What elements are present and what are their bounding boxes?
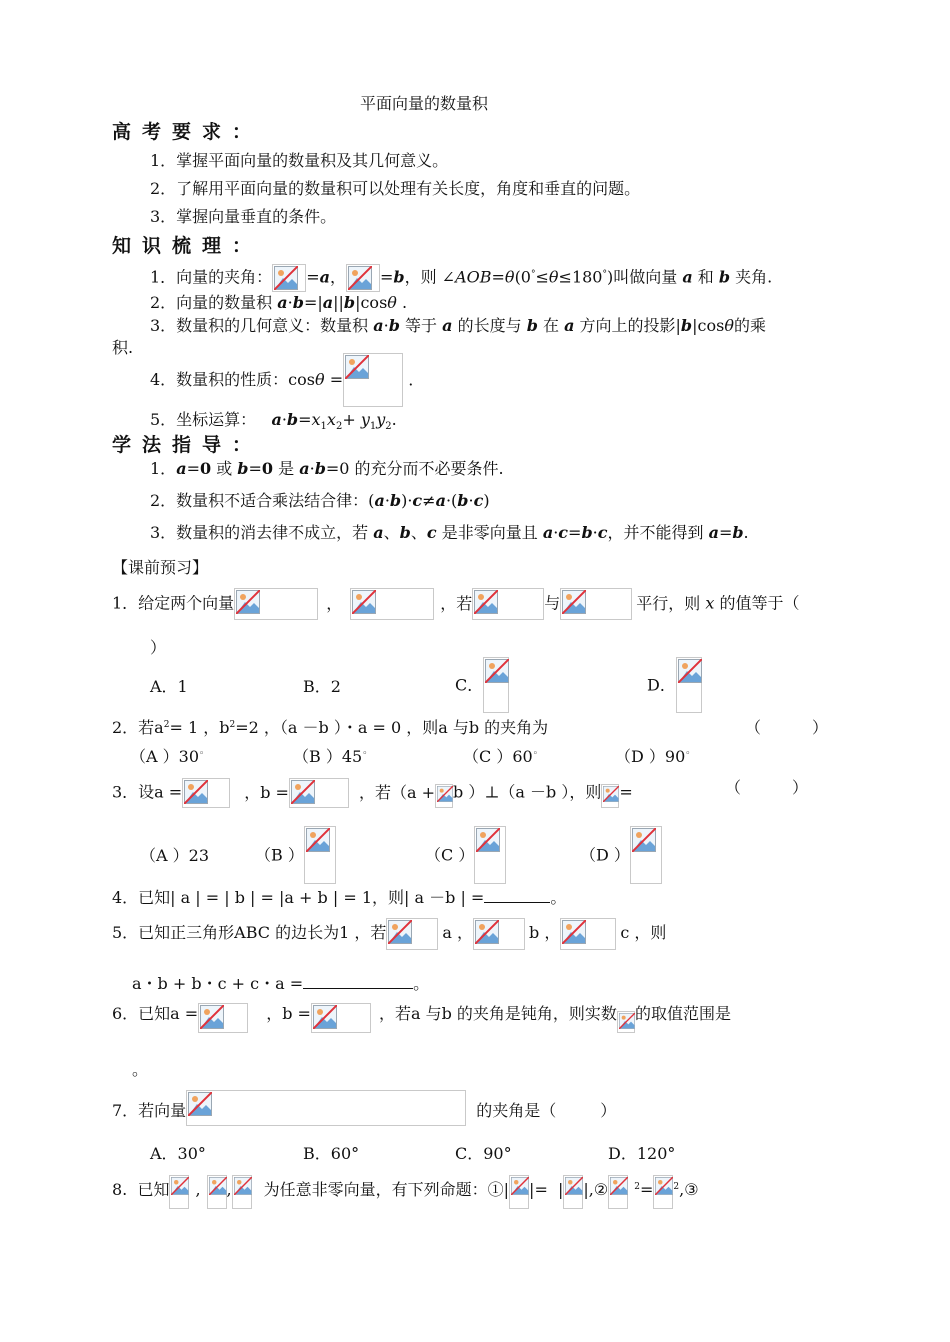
text: ，若 — [440, 593, 473, 613]
text: · — [553, 523, 559, 542]
q2-option-c — [463, 747, 538, 766]
question-1 — [112, 588, 799, 620]
text: = — [718, 523, 733, 542]
text: （D ） — [580, 845, 630, 865]
text: )叫做向量 — [606, 267, 683, 287]
text: ，若a 与b 的夹角是钝角，则实数 — [378, 1004, 617, 1023]
text: ，则 ∠ — [404, 267, 456, 287]
vector-a: a — [299, 459, 310, 478]
broken-image-icon — [437, 786, 453, 802]
vector-a: a — [442, 316, 453, 335]
q2-option-a — [130, 747, 204, 766]
broken-image-icon — [291, 780, 315, 804]
question-8 — [112, 1175, 699, 1209]
vector-a: a — [373, 523, 384, 542]
broken-image-icon — [474, 590, 498, 614]
text: ，并不能得到 — [607, 523, 709, 542]
formula-image — [509, 1175, 529, 1209]
subscript: 2 — [335, 421, 343, 433]
text: = — [568, 523, 582, 542]
knowledge-item-geometry — [150, 316, 766, 335]
vector-a: a — [374, 491, 385, 510]
broken-image-icon — [306, 828, 330, 852]
text: 1．给定两个向量 — [112, 593, 235, 613]
broken-image-icon — [234, 1177, 252, 1195]
degree: ◦ — [532, 749, 539, 759]
text: 夹角. — [730, 267, 773, 287]
answer-blank[interactable] — [484, 888, 550, 903]
text: ， — [329, 267, 346, 287]
vector-b: b — [292, 293, 304, 312]
superscript: 2 — [229, 720, 236, 730]
text: 5．坐标运算： — [150, 410, 272, 429]
q7-option-d: D．120° — [608, 1144, 676, 1163]
formula-image — [198, 1003, 248, 1033]
var: x — [326, 410, 336, 429]
broken-image-icon — [562, 590, 586, 614]
broken-image-icon — [200, 1005, 224, 1029]
formula-image — [474, 826, 506, 884]
formula-image — [169, 1175, 189, 1209]
text: （C ）60 — [463, 747, 533, 766]
text: · — [383, 316, 389, 335]
formula-image — [601, 784, 619, 808]
broken-image-icon — [610, 1177, 628, 1195]
text: 、 — [410, 523, 427, 542]
text: . — [743, 523, 749, 542]
broken-image-icon — [345, 355, 369, 379]
formula-image — [186, 1090, 466, 1126]
vector-a: a — [435, 491, 446, 510]
text: （C ） — [425, 845, 475, 865]
formula-image — [653, 1175, 673, 1209]
text: C． — [455, 675, 484, 695]
q7-option-b: B．60° — [303, 1144, 360, 1163]
section-heading-method: 学法指导： — [112, 434, 263, 456]
section-heading-requirements: 高考要求： — [112, 121, 263, 143]
text: 是 — [273, 459, 300, 478]
broken-image-icon — [236, 590, 260, 614]
text: 。 — [413, 974, 430, 993]
subscript: 2 — [385, 421, 392, 433]
text: 3．设a = — [112, 782, 183, 802]
question-7 — [112, 1090, 616, 1126]
vector-b: b — [399, 523, 411, 542]
formula-image — [472, 588, 544, 620]
text: ，b = — [266, 1004, 311, 1023]
text: ，若（a + — [358, 782, 436, 802]
text: D． — [647, 675, 676, 695]
text: · — [468, 491, 474, 510]
q3-option-c — [425, 826, 506, 884]
vector-b: b — [718, 267, 731, 287]
text: , — [226, 1180, 232, 1199]
broken-image-icon — [388, 920, 412, 944]
text: 、 — [383, 523, 400, 542]
formula-image — [483, 657, 509, 713]
knowledge-item-dot — [150, 293, 407, 312]
text: 为任意非零向量，有下列命题：①| — [263, 1180, 510, 1199]
requirement-item: 1．掌握平面向量的数量积及其几何意义。 — [150, 151, 449, 170]
vector-a: a — [322, 293, 334, 312]
formula-image — [630, 826, 662, 884]
vector-a: a — [373, 316, 384, 335]
text: |= | — [529, 1180, 564, 1199]
text: 1． — [150, 459, 177, 478]
q3-option-b — [255, 826, 336, 884]
degree: ◦ — [199, 749, 205, 759]
text: 的取值范围是 — [634, 1004, 731, 1023]
vector-b: b — [314, 459, 326, 478]
broken-image-icon — [184, 780, 208, 804]
q7-option-c: C．90° — [455, 1144, 512, 1163]
knowledge-item-property — [150, 353, 413, 407]
q2-bracket-open: （ — [745, 718, 762, 737]
text: · — [309, 459, 315, 478]
subscript: 1 — [369, 421, 377, 433]
text: (0 — [514, 267, 531, 287]
var: y — [360, 410, 370, 429]
theta: θ — [315, 370, 325, 390]
formula-image — [386, 918, 438, 950]
text: 2．向量的数量积 — [150, 293, 278, 312]
superscript: 2 — [673, 1182, 680, 1192]
q3-bracket-close: ） — [792, 778, 809, 797]
formula-image — [304, 826, 336, 884]
text: （B ） — [255, 845, 304, 865]
text: · — [287, 293, 293, 312]
text: 在 — [537, 316, 565, 335]
degree: ◦ — [362, 749, 368, 759]
text: 2．数量积不适合乘法结合律：( — [150, 491, 375, 510]
text: . — [391, 410, 397, 429]
text: AOB — [455, 267, 492, 287]
formula-image — [234, 588, 318, 620]
text: ≠ — [422, 491, 436, 510]
text: ) — [483, 491, 490, 510]
broken-image-icon — [209, 1177, 227, 1195]
broken-image-icon — [188, 1092, 212, 1116]
text: · — [281, 410, 287, 429]
theta: θ — [548, 267, 559, 287]
vector-b: b — [680, 316, 693, 335]
text: 8. 已知 — [112, 1180, 170, 1199]
method-item — [150, 523, 749, 542]
vector-a: a — [682, 267, 693, 287]
formula-image — [272, 264, 306, 292]
knowledge-item-coordinate — [150, 410, 397, 433]
text: 与 — [544, 593, 561, 613]
vector-b: b — [389, 491, 402, 510]
vector-b: b — [526, 316, 538, 335]
requirement-item: 3．掌握向量垂直的条件。 — [150, 207, 337, 226]
text: , — [195, 1180, 201, 1199]
broken-image-icon — [632, 828, 656, 852]
text: 1．向量的夹角： — [150, 267, 273, 287]
text: = — [491, 267, 505, 287]
q2-bracket-close: ） — [812, 718, 829, 737]
text: =2 ，（a －b ）・a = 0 ，则a 与b 的夹角为 — [235, 718, 549, 737]
text: + — [342, 410, 361, 429]
text: ·( — [445, 491, 458, 510]
vector-c: c — [473, 491, 484, 510]
text: = — [639, 1180, 654, 1199]
superscript: 2 — [634, 1182, 640, 1192]
text: b ）⊥（a －b ），则 — [453, 782, 602, 802]
text: 2．若a — [112, 718, 164, 737]
formula-image — [343, 353, 403, 407]
vector-a: a — [271, 410, 282, 429]
vector-b: b — [457, 491, 469, 510]
vector-b: b — [393, 267, 405, 287]
broken-image-icon — [313, 1005, 337, 1029]
text: = — [619, 782, 633, 802]
formula-image — [676, 657, 702, 713]
broken-image-icon — [485, 659, 509, 683]
text: ≤180 — [558, 267, 603, 287]
text: 4．数量积的性质：cos — [150, 370, 315, 390]
text: 或 — [211, 459, 238, 478]
broken-image-icon — [562, 920, 586, 944]
var-x: x — [705, 593, 715, 613]
text: 的夹角是（ — [476, 1101, 557, 1120]
broken-image-icon — [475, 920, 499, 944]
text: ） — [600, 1101, 617, 1120]
vector-a: a — [564, 316, 575, 335]
vector-a: a — [542, 523, 554, 542]
text: · — [592, 523, 598, 542]
broken-image-icon — [171, 1177, 189, 1195]
formula-image — [435, 784, 453, 808]
text: 5．已知正三角形ABC 的边长为1 ，若 — [112, 923, 387, 942]
vector-a: a — [277, 293, 288, 312]
text: =0 的充分而不必要条件. — [325, 459, 504, 478]
text: 3．数量积的几何意义：数量积 — [150, 316, 374, 335]
var: x — [311, 410, 321, 429]
text: 6．已知a = — [112, 1004, 199, 1023]
formula-image — [563, 1175, 583, 1209]
question-6-cont: 。 — [132, 1060, 149, 1079]
text: ，b = — [244, 782, 289, 802]
text: =| — [303, 293, 323, 312]
question-5-cont — [132, 974, 429, 993]
degree: ° — [602, 269, 607, 280]
question-3 — [112, 778, 633, 808]
formula-image — [232, 1175, 252, 1209]
knowledge-item-geometry-cont: 积. — [112, 338, 134, 357]
text: 3．数量积的消去律不成立，若 — [150, 523, 374, 542]
q1-option-a: A．1 — [150, 677, 188, 696]
vector-a: a — [319, 267, 330, 287]
text: ， — [326, 593, 343, 613]
zero-vector: 0 — [199, 459, 212, 478]
method-item — [150, 491, 490, 510]
formula-image — [182, 778, 230, 808]
text: （D ）90 — [615, 747, 686, 766]
degree: ° — [530, 269, 536, 280]
text: 是非零向量且 — [436, 523, 543, 542]
text: · — [384, 491, 390, 510]
answer-blank[interactable] — [303, 974, 413, 989]
question-6 — [112, 1003, 731, 1033]
text: a・b + b・c + c・a = — [132, 974, 304, 993]
q1-option-c — [455, 657, 509, 713]
text: 的值等于（ — [714, 593, 800, 613]
zero-vector: 0 — [261, 459, 274, 478]
vector-b: b — [343, 293, 356, 312]
formula-image — [473, 918, 525, 950]
q2-option-d — [615, 747, 691, 766]
text: c ，则 — [620, 923, 667, 942]
theta: θ — [387, 293, 397, 312]
vector-b: b — [237, 459, 249, 478]
question-2 — [112, 718, 548, 737]
formula-image — [560, 918, 616, 950]
broken-image-icon — [603, 786, 619, 802]
vector-a: a — [708, 523, 719, 542]
text: （A ）30 — [130, 747, 200, 766]
vector-c: c — [558, 523, 569, 542]
var: y — [376, 410, 386, 429]
section-heading-knowledge: 知识梳理： — [112, 235, 263, 257]
theta: θ — [724, 316, 734, 335]
formula-image — [617, 1011, 635, 1033]
text: = — [248, 459, 262, 478]
requirement-item: 2．了解用平面向量的数量积可以处理有关长度，角度和垂直的问题。 — [150, 179, 641, 198]
vector-b: b — [581, 523, 593, 542]
broken-image-icon — [476, 828, 500, 852]
vector-b: b — [286, 410, 299, 429]
formula-image — [207, 1175, 227, 1209]
text: ,③ — [679, 1180, 699, 1199]
formula-image — [346, 264, 380, 292]
text: = — [298, 410, 312, 429]
q2-option-b — [293, 747, 368, 766]
theta: θ — [504, 267, 515, 287]
text: ≤ — [535, 267, 549, 287]
vector-b: b — [388, 316, 400, 335]
broken-image-icon — [655, 1177, 673, 1195]
vector-b: b — [732, 523, 744, 542]
subscript: 1 — [320, 421, 327, 433]
text: 。 — [550, 888, 567, 907]
formula-image — [560, 588, 632, 620]
text: = — [324, 370, 344, 390]
degree: ◦ — [685, 749, 691, 759]
question-1-cont: ） — [150, 638, 167, 657]
broken-image-icon — [619, 1013, 635, 1029]
text: = — [306, 267, 320, 287]
method-item — [150, 459, 504, 478]
text: |cos — [355, 293, 388, 312]
text: = — [379, 267, 394, 287]
preview-heading: 【课前预习】 — [112, 558, 209, 577]
text: 和 — [692, 267, 719, 287]
vector-c: c — [597, 523, 608, 542]
formula-image — [350, 588, 434, 620]
text: 7．若向量 — [112, 1101, 187, 1120]
text: 的长度与 — [452, 316, 527, 335]
text: . — [403, 370, 414, 390]
text: )· — [401, 491, 413, 510]
q3-bracket-open: （ — [725, 778, 742, 797]
text: . — [396, 293, 408, 312]
text: 的乘 — [733, 316, 766, 335]
text: b ， — [529, 923, 561, 942]
text: 等于 — [399, 316, 443, 335]
broken-image-icon — [348, 266, 372, 290]
broken-image-icon — [352, 590, 376, 614]
text: = — [186, 459, 200, 478]
text: a ， — [442, 923, 474, 942]
text: |,② — [583, 1180, 609, 1199]
q7-option-a: A．30° — [150, 1144, 206, 1163]
text: 方向上的投影| — [574, 316, 681, 335]
vector-c: c — [412, 491, 423, 510]
vector-a: a — [176, 459, 187, 478]
page-title: 平面向量的数量积 — [360, 94, 489, 113]
broken-image-icon — [274, 266, 298, 290]
formula-image — [289, 778, 349, 808]
text: 4．已知| a | = | b | = |a + b | = 1，则| a －b | = — [112, 888, 485, 907]
q3-option-d — [580, 826, 662, 884]
broken-image-icon — [678, 659, 702, 683]
formula-image — [311, 1003, 371, 1033]
text: || — [333, 293, 344, 312]
q3-option-a: （A ）23 — [140, 846, 210, 865]
text: 平行，则 — [636, 593, 706, 613]
formula-image — [608, 1175, 628, 1209]
text: （B ）45 — [293, 747, 363, 766]
q1-option-d — [647, 657, 702, 713]
question-5 — [112, 918, 666, 950]
knowledge-item-angle — [150, 264, 772, 292]
superscript: 2 — [163, 720, 170, 730]
q1-option-b: B．2 — [303, 677, 341, 696]
broken-image-icon — [565, 1177, 583, 1195]
text: = 1 ，b — [169, 718, 230, 737]
text: |cos — [692, 316, 725, 335]
broken-image-icon — [511, 1177, 529, 1195]
vector-c: c — [426, 523, 437, 542]
question-4 — [112, 888, 566, 907]
